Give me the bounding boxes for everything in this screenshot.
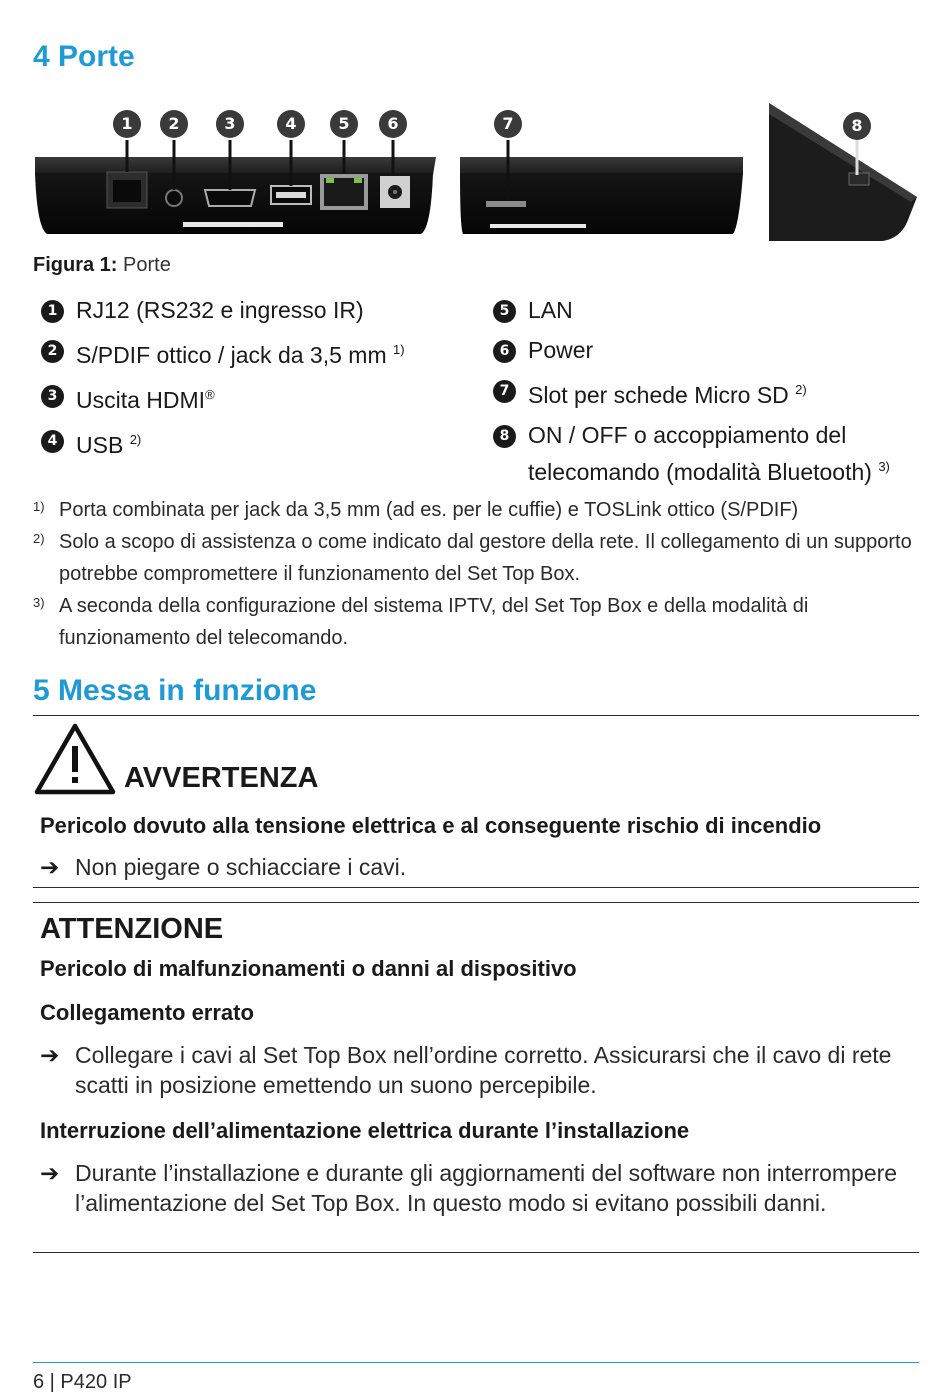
section-divider	[33, 1252, 919, 1253]
arrow-right-icon: ➔	[40, 1160, 60, 1186]
legend-item-usb	[40, 424, 460, 461]
footnote-text: Porta combinata per jack da 3,5 mm (ad es. per le cuffie) e TOSLink ottico (S/PDIF)	[59, 499, 799, 521]
arrow-right-icon: ➔	[40, 854, 60, 880]
registered-mark: ®	[205, 387, 215, 402]
legend-text: LAN	[528, 297, 573, 323]
footnote-3	[33, 590, 923, 654]
port-badge-7: 7	[494, 110, 522, 138]
legend-badge: 5	[493, 300, 516, 323]
legend-text: Slot per schede Micro SD	[528, 382, 789, 408]
warning-triangle-icon	[33, 722, 117, 796]
section-divider	[33, 715, 919, 716]
legend-badge: 1	[41, 300, 64, 323]
attention-heading-wrong-connection: Collegamento errato	[40, 1000, 254, 1025]
legend-badge: 3	[41, 385, 64, 408]
warning-title: AVVERTENZA	[124, 762, 319, 794]
port-badge-2: 2	[160, 110, 188, 138]
legend-badge: 4	[41, 430, 64, 453]
arrow-right-icon: ➔	[40, 1042, 60, 1068]
legend-item-power	[492, 334, 922, 366]
port-badge-1: 1	[113, 110, 141, 138]
warning-instruction	[40, 852, 910, 882]
page-footer: 6 | P420 IP	[33, 1371, 132, 1393]
attention-heading-power-interruption: Interruzione dell’alimentazione elettrica durante l’installazione	[40, 1118, 690, 1143]
footnote-ref: 2)	[795, 382, 807, 397]
section-divider	[33, 902, 919, 903]
instruction-text: Collegare i cavi al Set Top Box nell’ordine corretto. Assicurarsi che il cavo di rete scatti in posizione emettendo un suono percepibile.	[75, 1042, 892, 1098]
section-title-messa-in-funzione: 5 Messa in funzione	[33, 674, 317, 707]
legend-text: S/PDIF ottico / jack da 3,5 mm	[76, 342, 387, 368]
attention-instruction-1	[40, 1040, 910, 1100]
port-badge-4: 4	[277, 110, 305, 138]
section-divider	[33, 887, 919, 888]
figure-caption	[33, 254, 171, 277]
legend-text: USB	[76, 432, 124, 458]
port-badge-6: 6	[379, 110, 407, 138]
footnote-mark: 2)	[33, 531, 45, 546]
port-badge-5: 5	[330, 110, 358, 138]
legend-left-column	[40, 294, 460, 469]
ports-figure	[33, 100, 923, 245]
footnote-mark: 3)	[33, 595, 45, 610]
legend-badge: 2	[41, 340, 64, 363]
attention-subtitle: Pericolo di malfunzionamenti o danni al dispositivo	[40, 956, 577, 981]
footnote-mark: 1)	[33, 499, 45, 514]
legend-item-hdmi	[40, 379, 460, 416]
legend-badge: 6	[493, 340, 516, 363]
warning-subtitle: Pericolo dovuto alla tensione elettrica e al conseguente rischio di incendio	[40, 813, 822, 838]
legend-item-rj12	[40, 294, 460, 326]
legend-badge: 8	[493, 425, 516, 448]
footnote-ref: 2)	[129, 432, 142, 447]
footer-divider	[33, 1362, 919, 1363]
instruction-text: Durante l’installazione e durante gli aggiornamenti del software non interrompere l’alimentazione del Set Top Box. In questo modo si evitano possibili danni.	[75, 1160, 898, 1216]
footnote-text: A seconda della configurazione del sistema IPTV, del Set Top Box e della modalità di funzionamento del telecomando.	[59, 595, 809, 649]
legend-badge: 7	[493, 380, 516, 403]
legend-item-lan	[492, 294, 922, 326]
footnote-ref: 1)	[393, 342, 405, 357]
footnotes	[33, 494, 923, 654]
legend-text: Uscita HDMI	[76, 387, 206, 413]
legend-item-spdif	[40, 334, 460, 371]
instruction-text: Non piegare o schiacciare i cavi.	[75, 854, 407, 880]
legend-right-column	[492, 294, 922, 496]
footnote-text: Solo a scopo di assistenza o come indicato dal gestore della rete. Il collegamento di un supporto potrebbe compromettere il funzionamento del Set Top Box.	[59, 531, 912, 585]
legend-item-onoff	[492, 419, 922, 488]
footnote-ref: 3)	[878, 459, 890, 474]
footnote-1	[33, 494, 923, 526]
legend-text: ON / OFF o accoppiamento del telecomando (modalità Bluetooth)	[528, 422, 872, 485]
attention-title: ATTENZIONE	[40, 913, 224, 945]
section-title-porte: 4 Porte	[33, 40, 135, 73]
attention-instruction-2	[40, 1158, 910, 1218]
footnote-2	[33, 526, 923, 590]
figure-caption-label: Figura 1:	[33, 254, 118, 276]
port-badge-3: 3	[216, 110, 244, 138]
figure-caption-text: Porte	[117, 254, 171, 276]
port-badge-8: 8	[843, 112, 871, 140]
legend-text: Power	[528, 337, 594, 363]
legend-text: RJ12 (RS232 e ingresso IR)	[76, 297, 364, 323]
legend-item-microsd	[492, 374, 922, 411]
